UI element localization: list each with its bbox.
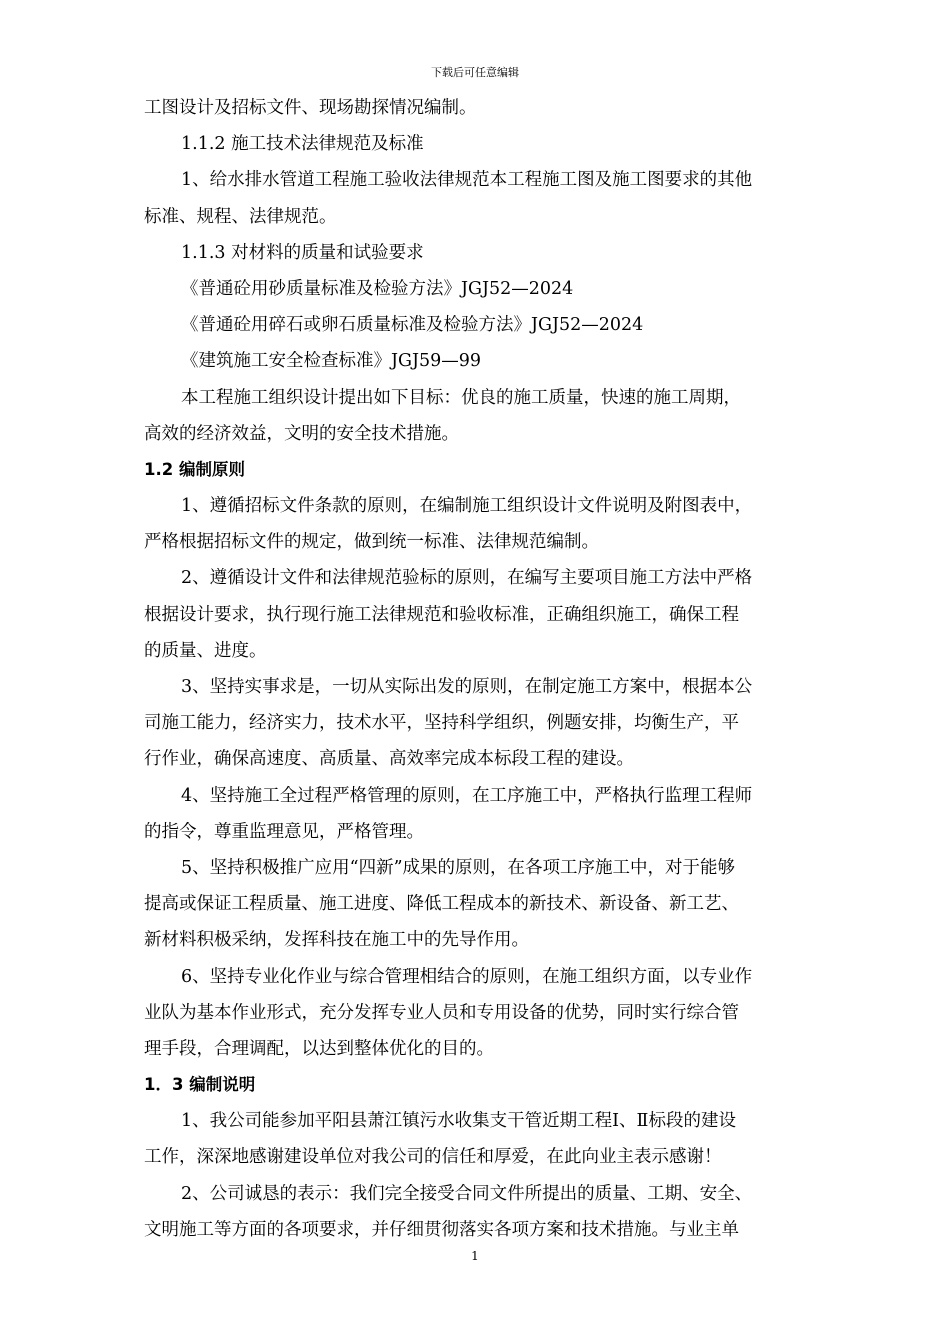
text-line: 1、我公司能参加平阳县萧江镇污水收集支干管近期工程Ⅰ、Ⅱ标段的建设 xyxy=(181,1111,736,1132)
text-line: 理手段，合理调配，以达到整体优化的目的。 xyxy=(144,1038,494,1059)
text-line: 严格根据招标文件的规定，做到统一标准、法律规范编制。 xyxy=(144,532,599,553)
page-number: 1 xyxy=(471,1249,479,1263)
document-body xyxy=(144,90,808,1248)
text-line: 本工程施工组织设计提出如下目标：优良的施工质量，快速的施工周期， xyxy=(181,387,741,408)
text-line: 司施工能力，经济实力，技术水平，坚持科学组织，例题安排，均衡生产，平 xyxy=(144,713,739,734)
text-line: 业队为基本作业形式，充分发挥专业人员和专用设备的优势，同时实行综合管 xyxy=(144,1002,739,1023)
text-line: 4、坚持施工全过程严格管理的原则，在工序施工中，严格执行监理工程师 xyxy=(181,785,753,806)
page-header: 下载后可任意编辑 xyxy=(431,66,519,79)
text-line: 1.1.3 对材料的质量和试验要求 xyxy=(181,242,424,263)
text-line: 文明施工等方面的各项要求，并仔细贯彻落实各项方案和技术措施。与业主单 xyxy=(144,1219,739,1240)
text-line: 1、遵循招标文件条款的原则，在编制施工组织设计文件说明及附图表中， xyxy=(181,496,753,517)
text-line: 新材料积极采纳，发挥科技在施工中的先导作用。 xyxy=(144,930,529,951)
section-heading: 1.2 编制原则 xyxy=(144,459,245,479)
text-line: 6、坚持专业化作业与综合管理相结合的原则，在施工组织方面，以专业作 xyxy=(181,966,753,987)
text-line: 2、遵循设计文件和法律规范验标的原则，在编写主要项目施工方法中严格 xyxy=(181,568,753,589)
text-line: 行作业，确保高速度、高质量、高效率完成本标段工程的建设。 xyxy=(144,749,634,770)
text-line: 标准、规程、法律规范。 xyxy=(144,206,337,227)
text-line: 高效的经济效益，文明的安全技术措施。 xyxy=(144,423,459,444)
text-line: 5、坚持积极推广应用“四新”成果的原则，在各项工序施工中，对于能够 xyxy=(181,857,736,878)
text-line: 1.1.2 施工技术法律规范及标准 xyxy=(181,134,424,155)
text-line: 3、坚持实事求是，一切从实际出发的原则，在制定施工方案中，根据本公 xyxy=(181,677,753,697)
text-line: 《建筑施工安全检查标准》JGJ59—99 xyxy=(181,351,482,372)
text-line: 的质量、进度。 xyxy=(144,640,267,661)
text-line: 工作，深深地感谢建设单位对我公司的信任和厚爱，在此向业主表示感谢！ xyxy=(144,1147,722,1168)
text-line: 1、给水排水管道工程施工验收法律规范本工程施工图及施工图要求的其他 xyxy=(181,170,753,191)
text-line: 2、公司诚恳的表示：我们完全接受合同文件所提出的质量、工期、安全、 xyxy=(181,1183,753,1204)
text-line: 根据设计要求，执行现行施工法律规范和验收标准，正确组织施工，确保工程 xyxy=(144,604,739,625)
section-heading: 1．3 编制说明 xyxy=(144,1075,256,1095)
text-line: 提高或保证工程质量、施工进度、降低工程成本的新技术、新设备、新工艺、 xyxy=(144,894,739,915)
text-line: 《普通砼用碎石或卵石质量标准及检验方法》JGJ52—2024 xyxy=(181,315,644,336)
text-line: 工图设计及招标文件、现场勘探情况编制。 xyxy=(144,98,477,118)
text-line: 的指令，尊重监理意见，严格管理。 xyxy=(144,821,424,842)
text-line: 《普通砼用砂质量标准及检验方法》JGJ52—2024 xyxy=(181,278,574,299)
